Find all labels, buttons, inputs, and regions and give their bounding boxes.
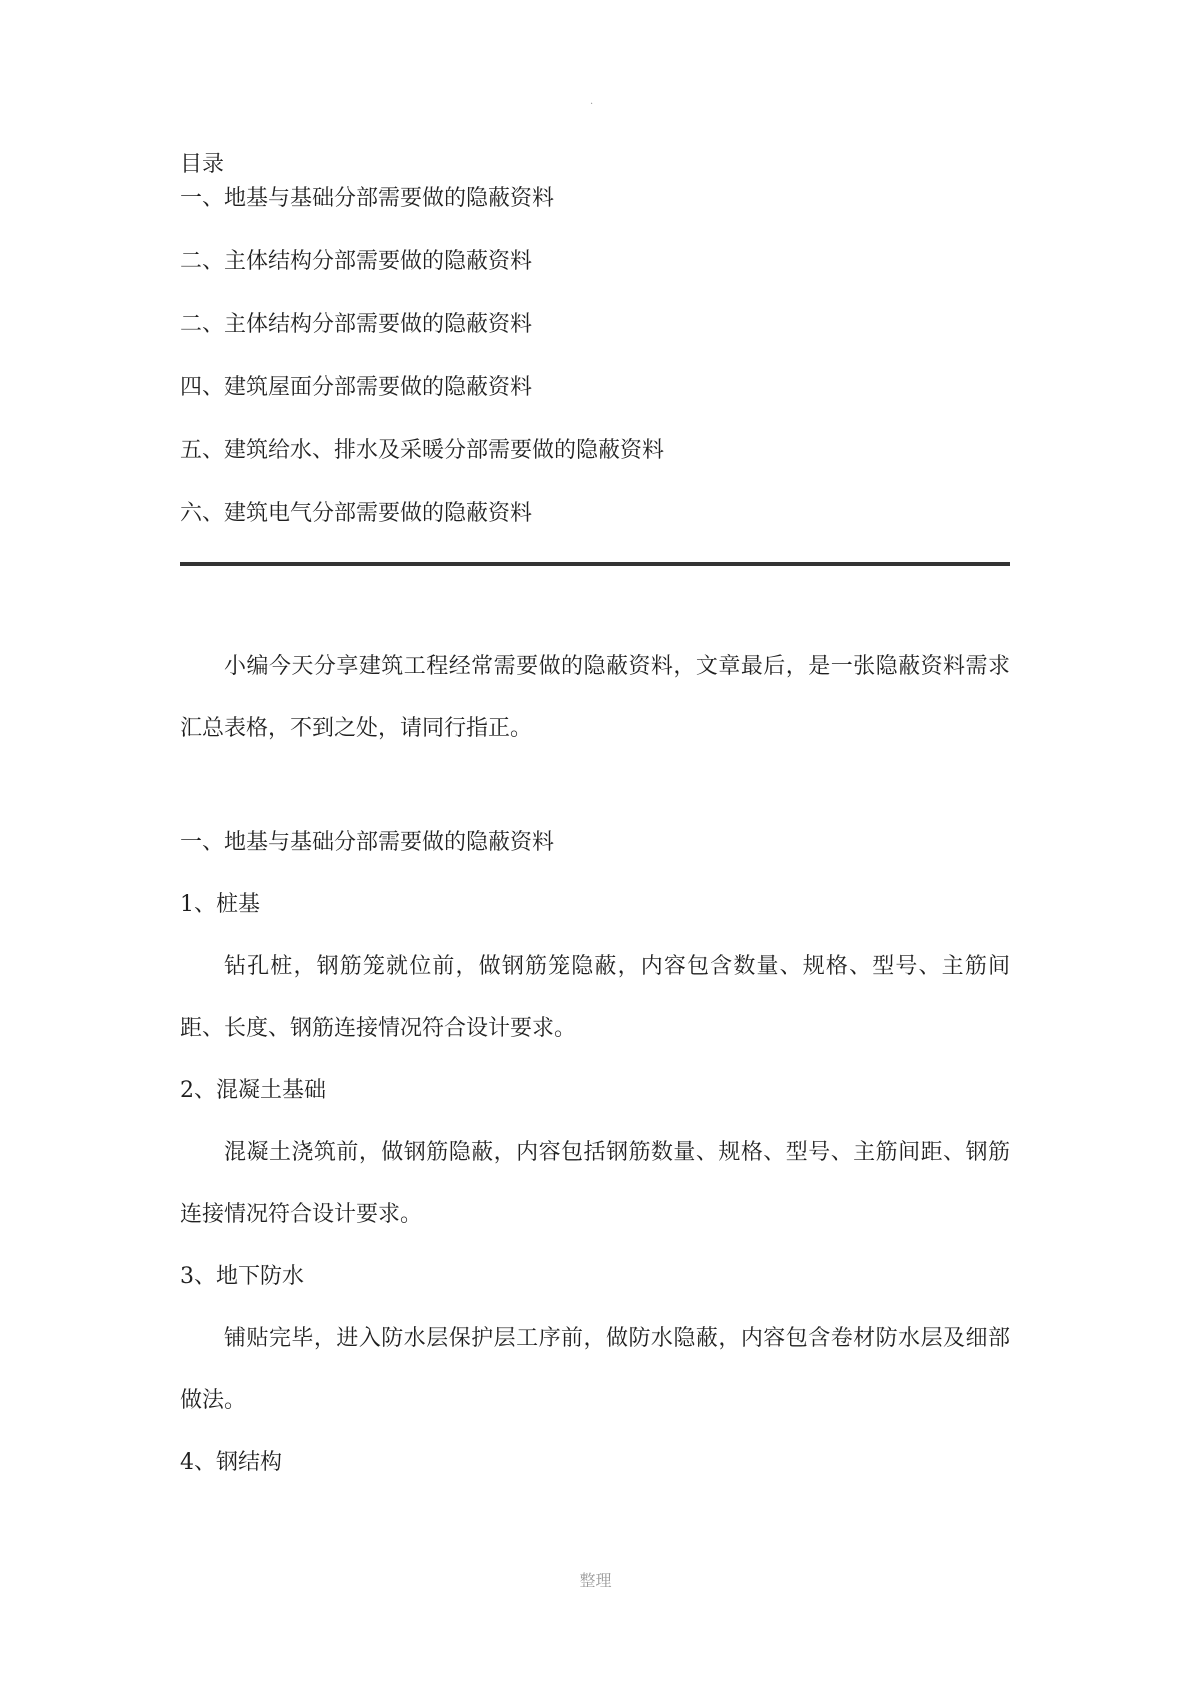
- toc-item: 四、建筑屋面分部需要做的隐蔽资料: [180, 375, 533, 400]
- subsection-paragraph: 混凝土浇筑前，做钢筋隐蔽，内容包括钢筋数量、规格、型号、主筋间距、钢筋连接情况符合设计要求。: [180, 1140, 1010, 1227]
- toc-item: 一、地基与基础分部需要做的隐蔽资料: [180, 186, 555, 211]
- subsection-paragraph: 铺贴完毕，进入防水层保护层工序前，做防水隐蔽，内容包含卷材防水层及细部做法。: [180, 1326, 1010, 1413]
- subsection-paragraph: 钻孔桩，钢筋笼就位前，做钢筋笼隐蔽，内容包含数量、规格、型号、主筋间距、长度、钢筋连接情况符合设计要求。: [180, 954, 1010, 1041]
- subsection-title: 2、混凝土基础: [180, 1078, 326, 1103]
- toc-title: 目录: [180, 152, 225, 177]
- toc-item: 二、主体结构分部需要做的隐蔽资料: [180, 249, 533, 274]
- toc-item: 二、主体结构分部需要做的隐蔽资料: [180, 312, 533, 337]
- subsection-title: 1、桩基: [180, 892, 260, 917]
- subsection-title: 3、地下防水: [180, 1264, 304, 1289]
- subsection-title: 4、钢结构: [180, 1450, 282, 1475]
- header-mark: .: [590, 96, 594, 107]
- intro-paragraph: 小编今天分享建筑工程经常需要做的隐蔽资料，文章最后，是一张隐蔽资料需求汇总表格，不到之处，请同行指正。: [180, 654, 1010, 741]
- page-footer: 整理: [579, 1571, 612, 1590]
- toc-item: 五、建筑给水、排水及采暖分部需要做的隐蔽资料: [180, 438, 665, 463]
- table-of-contents: [180, 184, 1010, 529]
- section-divider: [180, 562, 1010, 566]
- document-content: [180, 150, 1010, 1494]
- section-title: 一、地基与基础分部需要做的隐蔽资料: [180, 830, 555, 855]
- toc-item: 六、建筑电气分部需要做的隐蔽资料: [180, 501, 533, 526]
